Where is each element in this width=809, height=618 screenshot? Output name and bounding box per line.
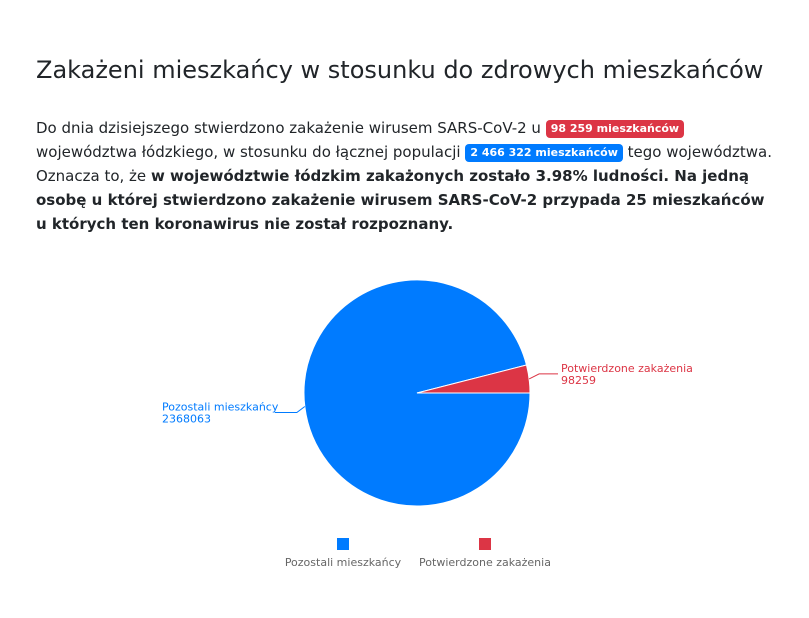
legend-swatch-healthy (337, 538, 349, 550)
population-badge: 2 466 322 mieszkańców (465, 144, 623, 162)
intro-text-part1: Do dnia dzisiejszego stwierdzono zakażenie wirusem SARS-CoV-2 u (36, 119, 546, 137)
intro-bold-summary: w województwie łódzkim zakażonych zostało 3.98% ludności. Na jedną osobę u której stwierdzono zakażenie wirusem SARS-CoV-2 przypada 25 mieszkańców u których ten koronawirus nie został rozpoznany. (36, 167, 765, 233)
callout-label-healthy: Pozostali mieszkańcy (162, 400, 279, 414)
intro-text-part2: województwa łódzkiego, w stosunku do łącznej populacji (36, 143, 466, 161)
legend-swatch-infected (479, 538, 491, 550)
intro-text-part3: tego województwa. Oznacza to, że (36, 143, 773, 185)
legend-label-infected: Potwierdzone zakażenia (419, 556, 551, 569)
page-title: Zakażeni mieszkańcy w stosunku do zdrowych mieszkańców (36, 56, 764, 84)
callout-label-infected: Potwierdzone zakażenia (561, 361, 693, 375)
callout-line-healthy (275, 407, 305, 413)
callout-value-infected: 98259 (561, 373, 596, 387)
callout-value-healthy: 2368063 (162, 412, 211, 426)
infected-count-badge: 98 259 mieszkańców (546, 120, 684, 138)
legend-label-healthy: Pozostali mieszkańcy (284, 556, 402, 569)
callout-line-infected (529, 374, 558, 379)
